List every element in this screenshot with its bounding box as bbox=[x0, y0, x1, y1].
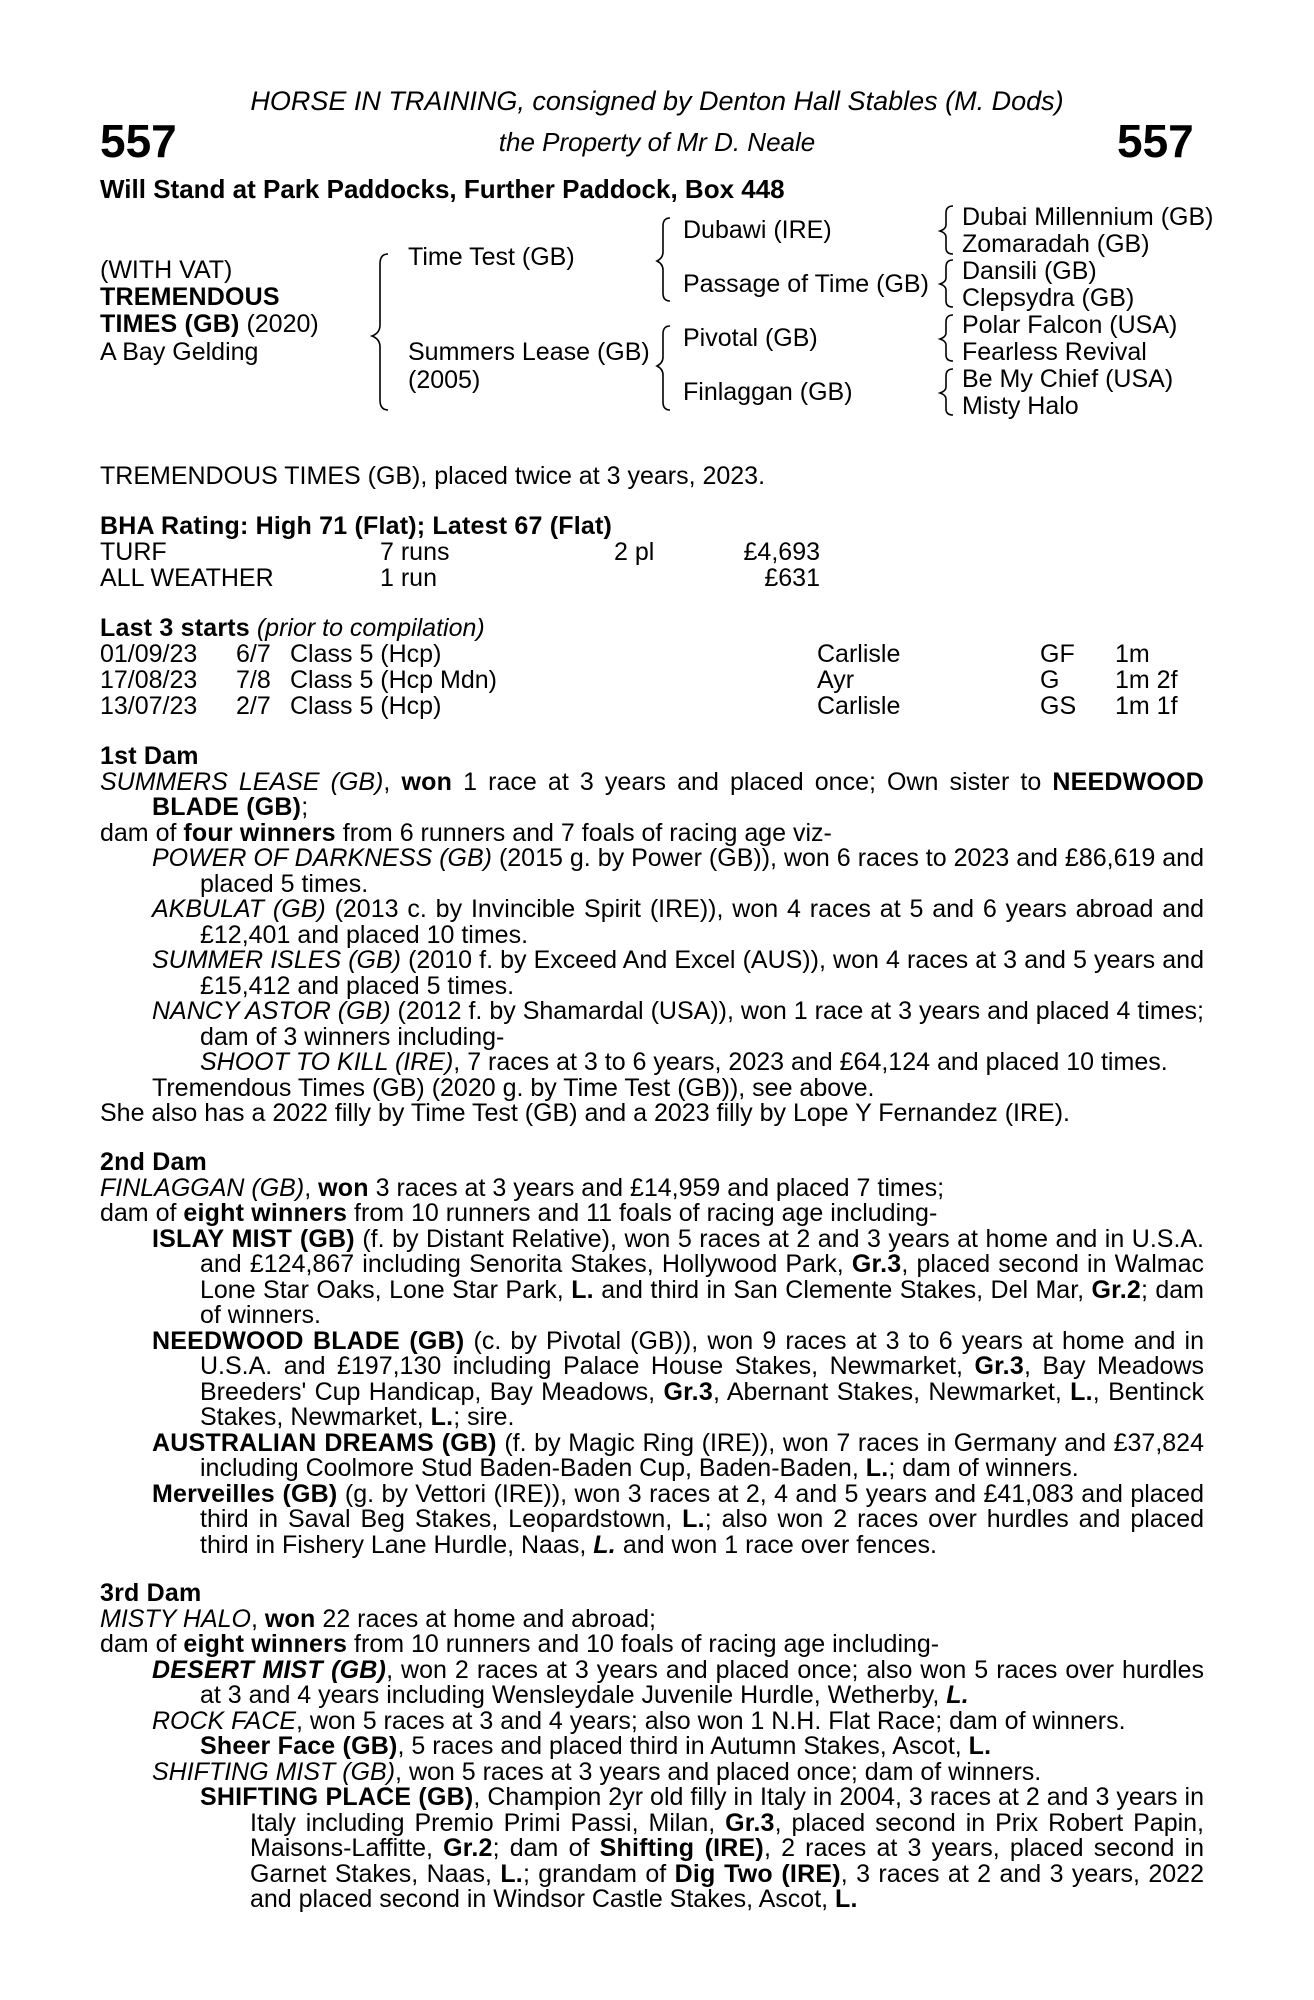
second-dam-dam-of bbox=[100, 1201, 1204, 1227]
pedigree-ggen-8: Misty Halo bbox=[962, 392, 1079, 420]
grandproduce-text: , placed second in Prix Robert Papin, Maisons-Laffitte, bbox=[250, 1808, 1205, 1862]
grandproduce-text: , Champion 2yr old filly in Italy in 2004, 3 races at 2 and 3 years in Italy including Premio Primi Passi, Milan, bbox=[250, 1783, 1204, 1837]
listed-badge: L. bbox=[571, 1275, 594, 1304]
third-dam-dam-of bbox=[100, 1632, 1204, 1658]
pedigree-ggen-6: Fearless Revival bbox=[962, 338, 1147, 366]
produce-text: and won 1 race over fences. bbox=[615, 1530, 937, 1559]
third-dam-heading: 3rd Dam bbox=[100, 1579, 202, 1607]
grandproduce-name: SHIFTING PLACE (GB) bbox=[200, 1783, 474, 1811]
produce-item bbox=[100, 846, 1204, 897]
listed-badge: L. bbox=[500, 1859, 523, 1888]
grandproduce-text: , 7 races at 3 to 6 years, 2023 and £64,124 and placed 10 times. bbox=[453, 1048, 1168, 1076]
grandproduce-text: , 3 races at 2 and 3 years, 2022 and placed second in Windsor Castle Stakes, Ascot, bbox=[250, 1859, 1204, 1913]
listed-badge: L. bbox=[968, 1732, 992, 1760]
grandproduce-text: ; dam of bbox=[492, 1834, 600, 1862]
start-date-3: 13/07/23 bbox=[100, 692, 198, 720]
produce-text: and third in San Clemente Stakes, Del Mar, bbox=[593, 1275, 1092, 1304]
produce-name: SHIFTING MIST (GB) bbox=[152, 1757, 396, 1786]
lot-line: Tremendous Times (GB) (2020 g. by Time Test (GB)), see above. bbox=[152, 1073, 875, 1102]
group-badge: Gr.2 bbox=[1091, 1275, 1141, 1304]
bha-rating-heading: BHA Rating: High 71 (Flat); Latest 67 (Flat) bbox=[100, 512, 613, 540]
rating-earnings-aw: £631 bbox=[764, 564, 820, 592]
listed-badge: L. bbox=[1070, 1377, 1093, 1406]
start-going-2: G bbox=[1040, 666, 1060, 694]
third-dam-section bbox=[100, 1581, 1204, 1913]
start-dist-1: 1m bbox=[1115, 640, 1150, 668]
produce-name: SUMMER ISLES (GB) bbox=[152, 946, 401, 974]
produce-text: , Abernant Stakes, Newmarket, bbox=[712, 1377, 1071, 1406]
grandproduce-name: SHOOT TO KILL (IRE) bbox=[200, 1048, 454, 1076]
start-dist-3: 1m 1f bbox=[1115, 692, 1178, 720]
last-starts-heading-bold: Last 3 starts bbox=[100, 614, 250, 642]
pedigree-ggen-3: Dansili (GB) bbox=[962, 257, 1097, 285]
produce-name: NANCY ASTOR (GB) bbox=[152, 997, 391, 1025]
produce-text: ; sire. bbox=[453, 1403, 515, 1431]
produce-text: (g. by Vettori (IRE)), won 3 races at 2, 4 and 5 years and £41,083 and placed third in Saval Beg Stakes, Leopardstown, bbox=[200, 1479, 1204, 1533]
produce-item bbox=[100, 999, 1204, 1050]
rating-surface-aw: ALL WEATHER bbox=[100, 564, 274, 592]
pedigree-dam-dam: Finlaggan (GB) bbox=[683, 378, 853, 406]
also-line: She also has a 2022 filly by Time Test (GB) and a 2023 filly by Lope Y Fernandez (IRE). bbox=[100, 1099, 1070, 1127]
start-date-2: 17/08/23 bbox=[100, 666, 198, 694]
pedigree-ggen-5: Polar Falcon (USA) bbox=[962, 311, 1178, 339]
first-dam-heading: 1st Dam bbox=[100, 742, 199, 770]
group-badge: Gr.2 bbox=[443, 1834, 493, 1862]
rating-surface-turf: TURF bbox=[100, 538, 167, 566]
first-dam-dam-of bbox=[100, 818, 1204, 847]
grandproduce-text: , 2 races at 3 years, placed second in Garnet Stakes, Naas, bbox=[250, 1834, 1205, 1888]
second-dam-record: 3 races at 3 years and £14,959 and placed 7 times; bbox=[368, 1173, 945, 1202]
start-date-1: 01/09/23 bbox=[100, 640, 198, 668]
third-dam-record: 22 races at home and abroad; bbox=[315, 1604, 656, 1633]
produce-text: , placed second in Walmac Lone Star Oaks, Lone Star Park, bbox=[200, 1250, 1204, 1304]
group-badge: Gr.3 bbox=[974, 1352, 1024, 1380]
horse-name-line1: TREMENDOUS bbox=[100, 283, 280, 311]
produce-name: POWER OF DARKNESS (GB) bbox=[152, 844, 492, 872]
listed-badge: L. bbox=[430, 1403, 454, 1431]
group-badge: Gr.3 bbox=[663, 1377, 713, 1406]
produce-item bbox=[100, 1479, 1205, 1559]
produce-item bbox=[100, 897, 1204, 948]
second-dam-dam-of-pre: dam of bbox=[100, 1199, 184, 1227]
location-line: Will Stand at Park Paddocks, Further Paddock, Box 448 bbox=[100, 174, 785, 204]
produce-text: , Bentinck Stakes, Newmarket, bbox=[200, 1377, 1204, 1431]
start-course-1: Carlisle bbox=[817, 640, 901, 668]
grandproduce-item bbox=[100, 1734, 1204, 1760]
first-dam-dam-of-pre: dam of bbox=[100, 818, 184, 847]
consignment-line: HORSE IN TRAINING, consigned by Denton Hall Stables (M. Dods) bbox=[250, 86, 1064, 116]
rating-earnings-turf: £4,693 bbox=[743, 538, 820, 566]
produce-text: (2015 g. by Power (GB)), won 6 races to 2023 and £86,619 and placed 5 times. bbox=[200, 844, 1204, 898]
produce-name: Merveilles (GB) bbox=[152, 1479, 338, 1508]
produce-name: ISLAY MIST (GB) bbox=[152, 1224, 355, 1253]
produce-item bbox=[100, 1428, 1204, 1482]
produce-text: , won 2 races at 3 years and placed once; also won 5 races over hurdles at 3 and 4 years including Wensleydale Juvenile Hurdle, Wetherby, bbox=[200, 1655, 1204, 1709]
rating-placed-turf: 2 pl bbox=[614, 538, 655, 566]
start-course-2: Ayr bbox=[817, 666, 855, 694]
start-course-3: Carlisle bbox=[817, 692, 901, 720]
start-pos-3: 2/7 bbox=[236, 692, 271, 720]
grandproduce-text: ; grandam of bbox=[522, 1859, 675, 1888]
start-going-3: GS bbox=[1040, 692, 1077, 720]
lot-number-right: 557 bbox=[1117, 115, 1194, 167]
last-starts-heading bbox=[100, 616, 485, 641]
third-dam-dam-of-post: from 10 runners and 10 foals of racing age including- bbox=[347, 1630, 940, 1658]
second-dam-dam-of-post: from 10 runners and 11 foals of racing age including- bbox=[347, 1199, 938, 1227]
first-dam-record: 1 race at 3 years and placed once; Own sister to bbox=[452, 767, 1053, 796]
listed-badge: L. bbox=[593, 1530, 616, 1559]
produce-text: (2012 f. by Shamardal (USA)), won 1 race at 3 years and placed 4 times; dam of 3 winners including- bbox=[200, 997, 1205, 1051]
grandproduce-name: Sheer Face (GB) bbox=[200, 1732, 398, 1760]
produce-name: ROCK FACE bbox=[152, 1706, 296, 1735]
pedigree-ggen-7: Be My Chief (USA) bbox=[962, 365, 1174, 393]
lot-number-left: 557 bbox=[100, 115, 177, 167]
start-pos-1: 6/7 bbox=[236, 640, 271, 668]
last-starts-heading-italic: (prior to compilation) bbox=[256, 614, 485, 642]
produce-text: (2010 f. by Exceed And Excel (AUS)), won 4 races at 3 and 5 years and £15,412 and placed 5 times. bbox=[200, 946, 1204, 1000]
first-dam-winners-count: four winners bbox=[183, 818, 336, 847]
produce-name: DESERT MIST (GB) bbox=[152, 1655, 387, 1684]
produce-item bbox=[100, 1326, 1205, 1431]
produce-name: AUSTRALIAN DREAMS (GB) bbox=[152, 1428, 497, 1457]
start-race-1: Class 5 (Hcp) bbox=[290, 640, 442, 668]
third-dam-dam-of-pre: dam of bbox=[100, 1630, 184, 1658]
start-race-3: Class 5 (Hcp) bbox=[290, 692, 442, 720]
produce-item bbox=[100, 948, 1204, 999]
first-dam-name: SUMMERS LEASE (GB) bbox=[100, 767, 384, 796]
pedigree-sire-sire: Dubawi (IRE) bbox=[683, 216, 832, 244]
pedigree-ggen-1: Dubai Millennium (GB) bbox=[962, 203, 1214, 231]
first-dam-sister: NEEDWOOD BLADE (GB) bbox=[152, 767, 1204, 821]
vat-label: (WITH VAT) bbox=[100, 256, 233, 284]
first-dam-intro-end: ; bbox=[301, 793, 309, 821]
property-line: the Property of Mr D. Neale bbox=[498, 127, 816, 157]
first-dam-won: won bbox=[401, 767, 453, 796]
start-going-1: GF bbox=[1040, 640, 1075, 668]
group-badge: Gr.3 bbox=[851, 1250, 902, 1278]
pedigree-dam: Summers Lease (GB) bbox=[408, 338, 650, 366]
second-dam-intro: FINLAGGAN (GB), won 3 races at 3 years and £14,959 and placed 7 times; bbox=[100, 1173, 945, 1202]
second-dam-winners-count: eight winners bbox=[183, 1199, 348, 1227]
second-dam-section bbox=[100, 1150, 1204, 1558]
produce-text: , Bay Meadows Breeders' Cup Handicap, Bay Meadows, bbox=[200, 1352, 1204, 1406]
pedigree-dam-sire: Pivotal (GB) bbox=[683, 324, 818, 352]
first-dam-intro: SUMMERS LEASE (GB), won 1 race at 3 years and placed once; Own sister to NEEDWOOD BLADE (GB); bbox=[100, 767, 1204, 821]
produce-text: ; dam of winners. bbox=[888, 1454, 1079, 1482]
produce-text: (f. by Distant Relative), won 5 races at 2 and 3 years at home and in U.S.A. and £124,867 including Senorita Stakes, Hollywood Park, bbox=[200, 1224, 1205, 1278]
horse-description: A Bay Gelding bbox=[100, 338, 259, 366]
produce-text: (f. by Magic Ring (IRE)), won 7 races in Germany and £37,824 including Coolmore Stud Baden-Baden Cup, Baden-Baden, bbox=[200, 1428, 1204, 1482]
pedigree-sire: Time Test (GB) bbox=[408, 243, 575, 271]
horse-name-line2: TIMES (GB) bbox=[100, 310, 240, 338]
start-pos-2: 7/8 bbox=[236, 666, 271, 694]
produce-text: ; also won 2 races over hurdles and placed third in Fishery Lane Hurdle, Naas, bbox=[200, 1505, 1205, 1559]
rating-runs-aw: 1 run bbox=[380, 564, 437, 592]
pedigree-dam-year: (2005) bbox=[408, 366, 481, 394]
grandproduce-item bbox=[100, 1050, 1204, 1076]
start-dist-2: 1m 2f bbox=[1115, 666, 1178, 694]
pedigree-sire-dam: Passage of Time (GB) bbox=[683, 270, 929, 298]
grandproduce-offspring: Dig Two (IRE) bbox=[674, 1859, 841, 1888]
produce-text: , won 5 races at 3 and 4 years; also won 1 N.H. Flat Race; dam of winners. bbox=[296, 1706, 1126, 1735]
group-badge: Gr.3 bbox=[725, 1808, 775, 1837]
produce-item bbox=[100, 1757, 1204, 1786]
produce-text: (2013 c. by Invincible Spirit (IRE)), won 4 races at 5 and 6 years abroad and £12,401 and placed 10 times. bbox=[200, 895, 1205, 949]
produce-item bbox=[100, 1655, 1204, 1709]
pedigree-ggen-2: Zomaradah (GB) bbox=[962, 230, 1150, 258]
produce-name: NEEDWOOD BLADE (GB) bbox=[152, 1326, 465, 1355]
produce-item bbox=[100, 1706, 1204, 1735]
third-dam-won: won bbox=[264, 1604, 316, 1633]
produce-text: , won 5 races at 3 years and placed once; dam of winners. bbox=[395, 1757, 1042, 1786]
produce-item bbox=[100, 1224, 1205, 1329]
grandproduce-text: , 5 races and placed third in Autumn Stakes, Ascot, bbox=[397, 1732, 969, 1760]
start-race-2: Class 5 (Hcp Mdn) bbox=[290, 666, 497, 694]
third-dam-intro: MISTY HALO, won 22 races at home and abroad; bbox=[100, 1604, 656, 1633]
racing-summary: TREMENDOUS TIMES (GB), placed twice at 3 years, 2023. bbox=[100, 462, 766, 490]
rating-runs-turf: 7 runs bbox=[380, 538, 450, 566]
produce-name: AKBULAT (GB) bbox=[152, 895, 326, 923]
grandproduce-offspring: Shifting (IRE) bbox=[599, 1834, 764, 1862]
second-dam-name: FINLAGGAN (GB) bbox=[100, 1173, 305, 1202]
listed-badge: L. bbox=[946, 1681, 969, 1709]
first-dam-dam-of-post: from 6 runners and 7 foals of racing age viz- bbox=[335, 818, 832, 847]
produce-text: (c. by Pivotal (GB)), won 9 races at 3 to 6 years at home and in U.S.A. and £197,130 including Palace House Stakes, Newmarket, bbox=[200, 1326, 1205, 1380]
listed-badge: L. bbox=[682, 1505, 705, 1533]
second-dam-won: won bbox=[318, 1173, 369, 1202]
third-dam-name: MISTY HALO bbox=[100, 1604, 251, 1633]
listed-badge: L. bbox=[835, 1885, 858, 1913]
third-dam-winners-count: eight winners bbox=[183, 1630, 348, 1658]
second-dam-heading: 2nd Dam bbox=[100, 1148, 207, 1176]
listed-badge: L. bbox=[865, 1454, 889, 1482]
pedigree-ggen-4: Clepsydra (GB) bbox=[962, 284, 1135, 312]
first-dam-section bbox=[100, 744, 1204, 1127]
grandproduce-item bbox=[100, 1785, 1204, 1913]
produce-text: ; dam of winners. bbox=[200, 1275, 1204, 1329]
horse-year: (2020) bbox=[246, 310, 319, 338]
